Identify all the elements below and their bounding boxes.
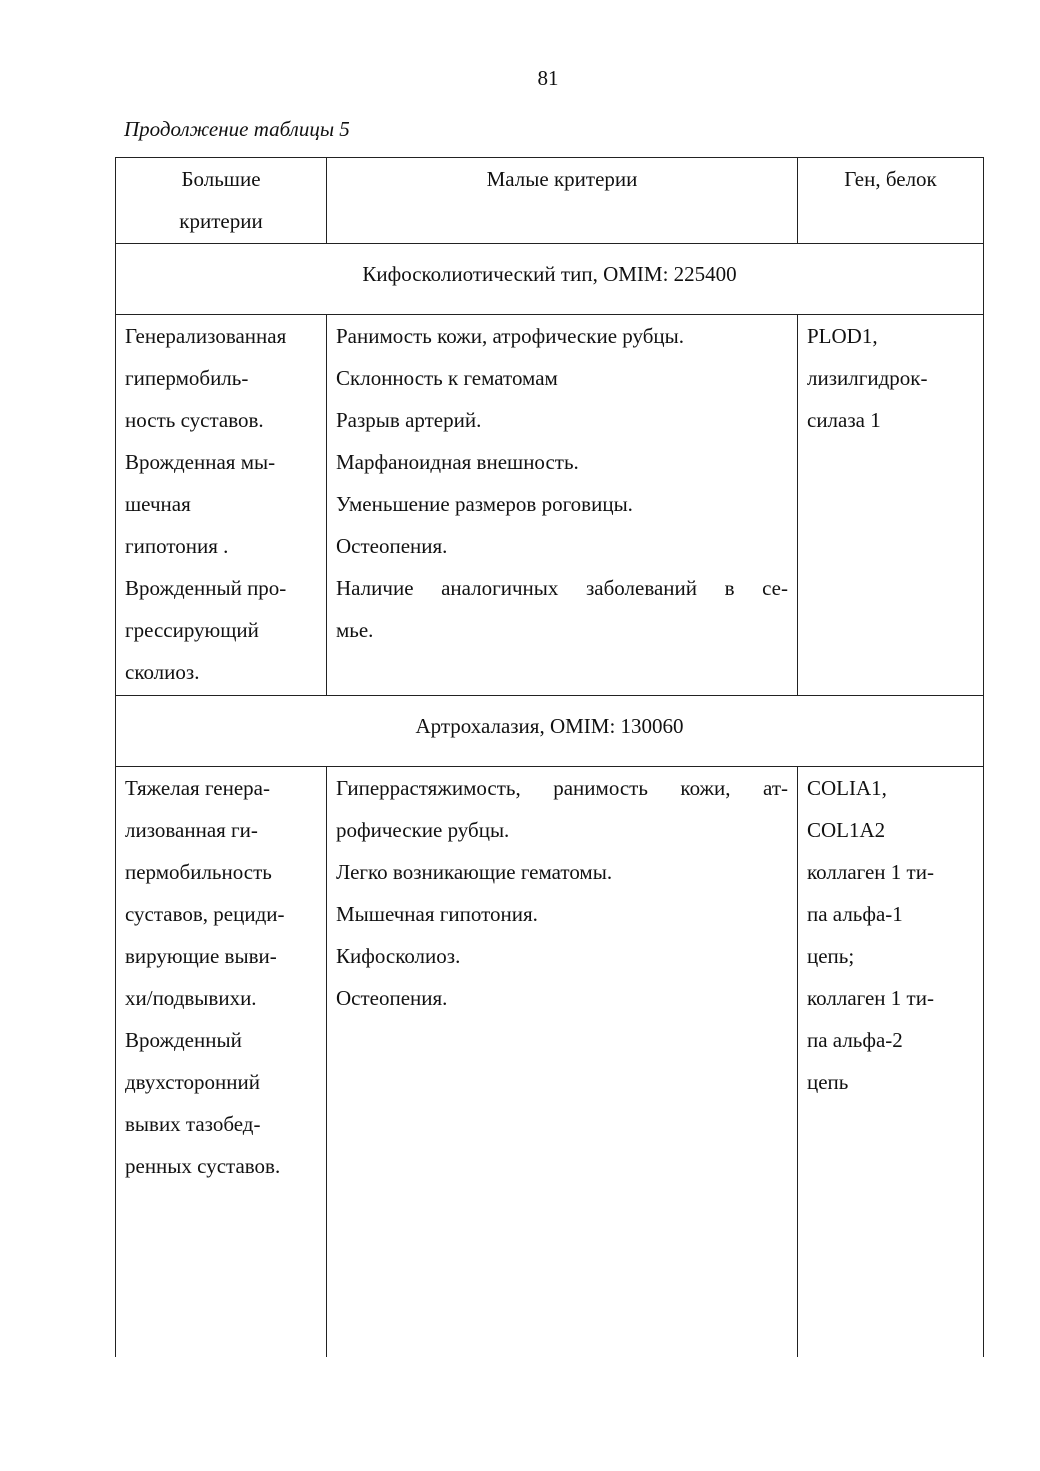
cell-line: Генерализованная: [125, 324, 287, 348]
cell-line: Кифосколиоз.: [336, 944, 461, 968]
gene-protein-cell: [798, 767, 983, 1357]
header-gene-protein: Ген, белок: [844, 167, 937, 191]
cell-line: Остеопения.: [336, 986, 448, 1010]
cell-line: рофические рубцы.: [336, 818, 510, 842]
cell-line: Наличие аналогичных заболеваний в се-: [336, 576, 788, 600]
criteria-table: [115, 157, 984, 1357]
minor-criteria-cell: [327, 315, 798, 695]
cell-line: мье.: [336, 618, 374, 642]
section-title: Кифосколиотический тип, OMIM: 225400: [362, 262, 737, 286]
cell-line: Врожденная мы-: [125, 450, 276, 474]
header-text: критерии: [179, 209, 263, 233]
cell-line: Легко возникающие гематомы.: [336, 860, 613, 884]
table-row: [116, 314, 983, 695]
cell-line: суставов, рециди-: [125, 902, 285, 926]
minor-criteria-cell: [327, 767, 798, 1357]
cell-line: грессирующий: [125, 618, 259, 642]
cell-line: вывих тазобед-: [125, 1112, 261, 1136]
table-row: [116, 766, 983, 1357]
table-caption: Продолжение таблицы 5: [124, 117, 350, 141]
cell-line: двухсторонний: [125, 1070, 260, 1094]
cell-line: COLIA1,: [807, 776, 887, 800]
section-title-row: [116, 695, 983, 766]
header-major-criteria: [116, 158, 327, 243]
cell-line: PLOD1,: [807, 324, 878, 348]
cell-line: па альфа-2: [807, 1028, 903, 1052]
cell-line: Разрыв артерий.: [336, 408, 482, 432]
cell-line: коллаген 1 ти-: [807, 986, 934, 1010]
cell-line: сколиоз.: [125, 660, 200, 684]
cell-line: силаза 1: [807, 408, 881, 432]
gene-protein-cell: [798, 315, 983, 695]
section-title: Артрохалазия, OMIM: 130060: [415, 714, 684, 738]
cell-line: ренных суставов.: [125, 1154, 281, 1178]
cell-line: Тяжелая генера-: [125, 776, 270, 800]
cell-line: Марфаноидная внешность.: [336, 450, 579, 474]
cell-line: коллаген 1 ти-: [807, 860, 934, 884]
cell-line: лизованная ги-: [125, 818, 258, 842]
cell-line: Врожденный про-: [125, 576, 287, 600]
cell-line: ность суставов.: [125, 408, 264, 432]
page-number: 81: [537, 66, 559, 90]
cell-line: гипотония .: [125, 534, 229, 558]
cell-line: хи/подвывихи.: [125, 986, 257, 1010]
cell-line: вирующие выви-: [125, 944, 277, 968]
section-title-row: [116, 243, 983, 314]
cell-line: па альфа-1: [807, 902, 903, 926]
cell-line: Уменьшение размеров роговицы.: [336, 492, 633, 516]
cell-line: гипермобиль-: [125, 366, 249, 390]
cell-line: шечная: [125, 492, 191, 516]
header-text: Большие: [181, 167, 261, 191]
major-criteria-cell: [116, 315, 327, 695]
header-minor-criteria: Малые критерии: [327, 158, 798, 243]
cell-line: Склонность к гематомам: [336, 366, 558, 390]
cell-line: лизилгидрок-: [807, 366, 928, 390]
cell-line: COL1A2: [807, 818, 886, 842]
major-criteria-cell: [116, 767, 327, 1357]
cell-line: Остеопения.: [336, 534, 448, 558]
cell-line: Мышечная гипотония.: [336, 902, 538, 926]
cell-line: цепь;: [807, 944, 855, 968]
cell-line: Ранимость кожи, атрофические рубцы.: [336, 324, 684, 348]
cell-line: цепь: [807, 1070, 849, 1094]
cell-line: Врожденный: [125, 1028, 242, 1052]
table-header-row: [116, 157, 983, 243]
cell-line: пермобильность: [125, 860, 272, 884]
cell-line: Гиперрастяжимость, ранимость кожи, ат-: [336, 776, 788, 800]
